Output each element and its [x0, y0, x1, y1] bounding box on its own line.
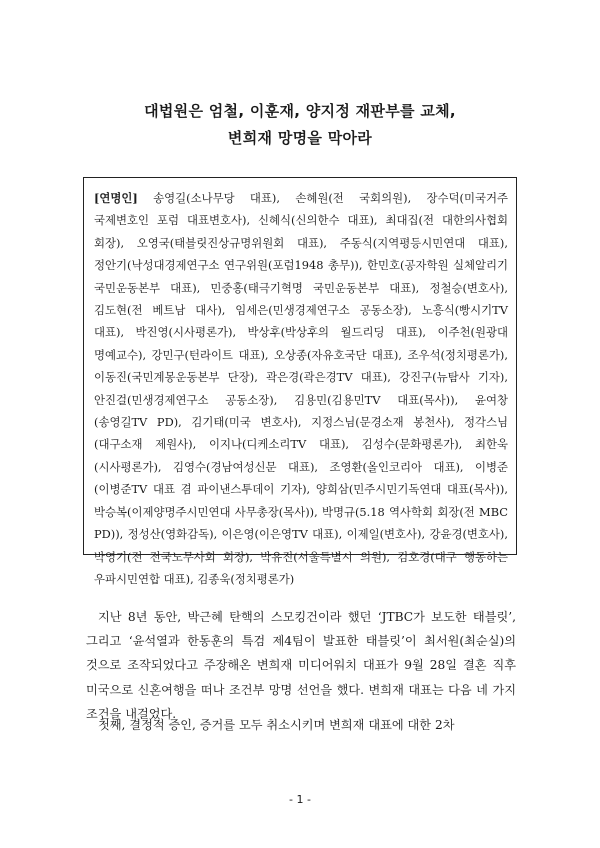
page-title-line-1: 대법원은 엄철, 이훈재, 양지정 재판부를 교체, — [144, 102, 456, 120]
body-paragraph-1: 지난 8년 동안, 박근혜 탄핵의 스모킹건이라 했던 ‘JTBC가 보도한 태블릿’, 그리고 ‘윤석열과 한동훈의 특검 제4팀이 발표한 태블릿’이 최서원(최순실)의 것으로 조작되었다고 주장해온 변희재 미디어워치 대표가 9월 28일 결혼 직후 미국으로 신혼여행을 떠나 조건부 망명 선언을 했다. 변희재 대표는 다음 네 가지 조건을 내걸었다. — [86, 610, 516, 721]
page-title-line-2: 변희재 망명을 막아라 — [227, 129, 373, 147]
body-paragraph-2: 첫째, 결정적 증인, 증거를 모두 취소시키며 변희재 대표에 대한 2차 — [98, 718, 455, 732]
signers-lead: [연명인] — [94, 191, 138, 205]
page-number: - 1 - — [289, 793, 311, 806]
page-title — [0, 98, 600, 152]
signers-list: 송영길(소나무당 대표), 손혜원(전 국회의원), 장수덕(미국거주 국제변호인 포럼 대표변호사), 신혜식(신의한수 대표), 최대집(전 대한의사협회 회장), 오영국(태블릿진상규명위원회 대표), 주동식(지역평등시민연대 대표), 정안기(낙성대경제연구소 연구위원(포럼1948 총무)), 한민호(공자학원 실체알리기 국민운동본부 대표), 민중홍(태극기혁명 국민운동본부 대표), 정철승(변호사), 김도현(전 베트남 대사), 임세은(민생경제연구소 공동소장), 노흥식(빵시기TV 대표), 박진영(시사평론가), 박상후(박상후의 월드리딩 대표), 이주천(원광대 명예교수), 강민구(턴라이트 대표), 오상종(자유호국단 대표), 조우석(정치평론가), 이동진(국민계몽운동본부 단장), 곽은경(곽은경TV 대표), 강진구(뉴탐사 기자), 안진걸(민생경제연구소 공동소장), 김용민(김용민TV 대표(목사)), 윤여창(송영길TV PD), 김기태(미국 변호사), 지정스님(문경소재 봉천사), 정각스님(대구소재 제원사), 이지나(디케소리TV 대표), 김성수(문화평론가), 최한욱(시사평론가), 김영수(경남여성신문 대표), 조영환(올인코리아 대표), 이병준(이병준TV 대표 겸 파이낸스투데이 기자), 양희삼(민주시민기독연대 대표(목사)), 박승복(이제양명주시민연대 사무총장(목사)), 박명규(5.18 역사학회 회장(전 MBC PD)), 정성산(영화감독), 이은영(이은영TV 대표), 이제일(변호사), 강윤경(변호사), 박영기(전 전국노무사회 회장), 박유진(서울특별시 의원), 김호경(대구 행동하는 우파시민연합 대표), 김종욱(정치평론가) — [94, 191, 508, 586]
signers-box — [83, 177, 517, 586]
